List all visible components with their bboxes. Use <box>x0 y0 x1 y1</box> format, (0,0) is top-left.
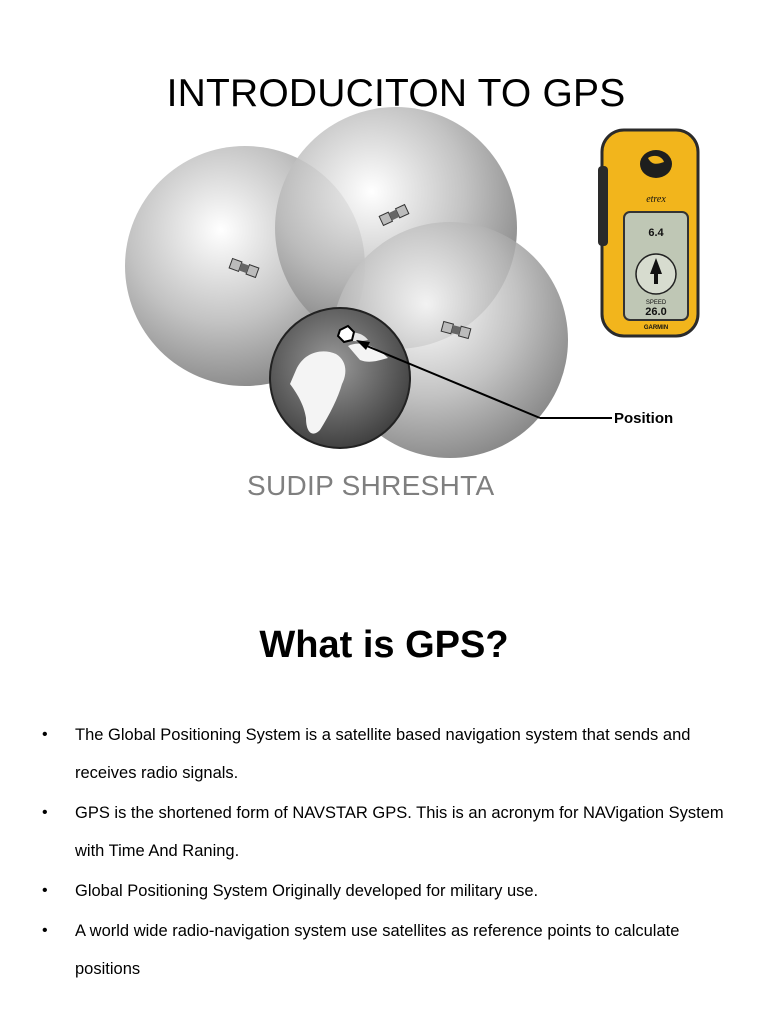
bullet-marker: • <box>42 804 48 821</box>
device-maker: GARMIN <box>643 325 669 331</box>
bullet-text: GPS is the shortened form of NAVSTAR GPS. This is an acronym for NAVigation System with Time And Raning. <box>75 804 724 860</box>
bullet-text: Global Positioning System Originally developed for military use. <box>75 882 539 900</box>
author-name: SUDIP SHRESHTA <box>247 470 495 501</box>
slide-title: What is GPS? <box>259 624 509 666</box>
device-brand: etrex <box>646 194 666 205</box>
speed-value: 26.0 <box>645 306 667 318</box>
bullet-list <box>42 716 742 990</box>
globe-logo-icon <box>640 150 672 178</box>
list-item <box>42 716 742 792</box>
bullet-marker: • <box>42 882 48 899</box>
handheld-gps-device <box>598 126 704 342</box>
list-item <box>42 912 742 988</box>
list-item <box>42 872 742 910</box>
bullet-marker: • <box>42 726 48 743</box>
trip-value: 6.4 <box>648 227 664 239</box>
slide-what-is-gps <box>0 596 768 1024</box>
position-label: Position <box>614 410 674 427</box>
bullet-text: The Global Positioning System is a satellite based navigation system that sends and receives radio signals. <box>75 726 691 782</box>
bullet-text: A world wide radio-navigation system use satellites as reference points to calculate positions <box>75 922 680 978</box>
list-item <box>42 794 742 870</box>
bullet-marker: • <box>42 922 48 939</box>
slide-title: INTRODUCITON TO GPS <box>166 72 626 115</box>
speed-label: SPEED <box>645 300 667 306</box>
